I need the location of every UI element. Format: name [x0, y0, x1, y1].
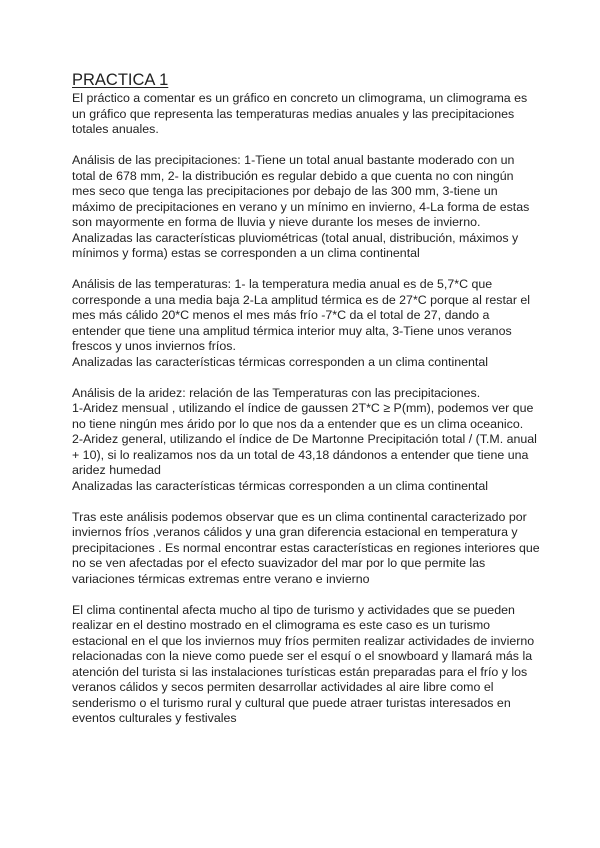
- aridity-monthly: 1-Aridez mensual , utilizando el índice de gaussen 2T*C ≥ P(mm), podemos ver que no tiene ningún mes árido por lo que nos da a entender que es un clima oceanico.: [72, 401, 534, 431]
- document-title: PRACTICA 1: [72, 71, 169, 89]
- aridity-conclusion: Analizadas las características térmicas corresponden a un clima continental: [72, 478, 488, 493]
- temperature-analysis-section: [72, 277, 540, 370]
- aridity-analysis-section: [72, 386, 540, 495]
- intro-paragraph: El práctico a comentar es un gráfico en concreto un climograma, un climograma es un gráfico que representa las temperaturas medias anuales y las precipitaciones totales anuales.: [72, 91, 528, 136]
- precipitation-paragraph: Análisis de las precipitaciones: 1-Tiene un total anual bastante moderado con un total de 678 mm, 2- la distribución es regular debido a que cuenta no con ningún mes seco que tenga las precipitaciones por debajo de las 300 mm, 3-tiene un máximo de precipitaciones en verano y un mínimo en invierno, 4-La forma de estas son mayormente en forma de lluvia y nieve durante los meses de invierno.: [72, 153, 530, 229]
- temperature-conclusion: Analizadas las características térmicas corresponden a un clima continental: [72, 354, 488, 369]
- aridity-general: 2-Aridez general, utilizando el índice de De Martonne Precipitación total / (T.M. anual + 10), si lo realizamos nos da un total de 43,18 dándonos a entender que tiene una aridez humedad: [72, 432, 537, 477]
- tourism-section: [72, 603, 540, 727]
- summary-paragraph: Tras este análisis podemos observar que es un clima continental caracterizado por inviernos fríos ,veranos cálidos y una gran diferencia estacional en temperatura y precipitaciones . Es normal encontrar estas características en regiones interiores que no se ven afectadas por el efecto suavizador del mar por lo que permite las variaciones térmicas extremas entre verano e invierno: [72, 509, 540, 586]
- summary-section: [72, 510, 540, 588]
- temperature-paragraph: Análisis de las temperaturas: 1- la temperatura media anual es de 5,7*C que corresponde a una media baja 2-La amplitud térmica es de 27*C porque al restar el mes más cálido 20*C menos el mes más frío -7*C da el total de 27, dando a entender que tiene una amplitud térmica interior muy alta, 3-Tiene unos veranos frescos y unos inviernos fríos.: [72, 277, 531, 353]
- intro-section: [72, 91, 540, 138]
- document-page: [72, 70, 540, 727]
- precipitation-conclusion: Analizadas las características pluviométricas (total anual, distribución, máximos y mínimos y forma) estas se corresponden a un clima continental: [72, 230, 519, 260]
- precipitation-analysis-section: [72, 153, 540, 262]
- tourism-paragraph: El clima continental afecta mucho al tipo de turismo y actividades que se pueden realizar en el destino mostrado en el climograma es este caso es un turismo estacional en el que los inviernos muy fríos permiten realizar actividades de invierno relacionadas con la nieve como puede ser el esquí o el snowboard y llamará más la atención del turista si las instalaciones turísticas están preparadas para el frío y los veranos cálidos y secos permiten desarrollar actividades al aire libre como el senderismo o el turismo rural y cultural que puede atraer turistas interesados en eventos culturales y festivales: [72, 602, 535, 725]
- aridity-intro: Análisis de la aridez: relación de las Temperaturas con las precipitaciones.: [72, 385, 481, 400]
